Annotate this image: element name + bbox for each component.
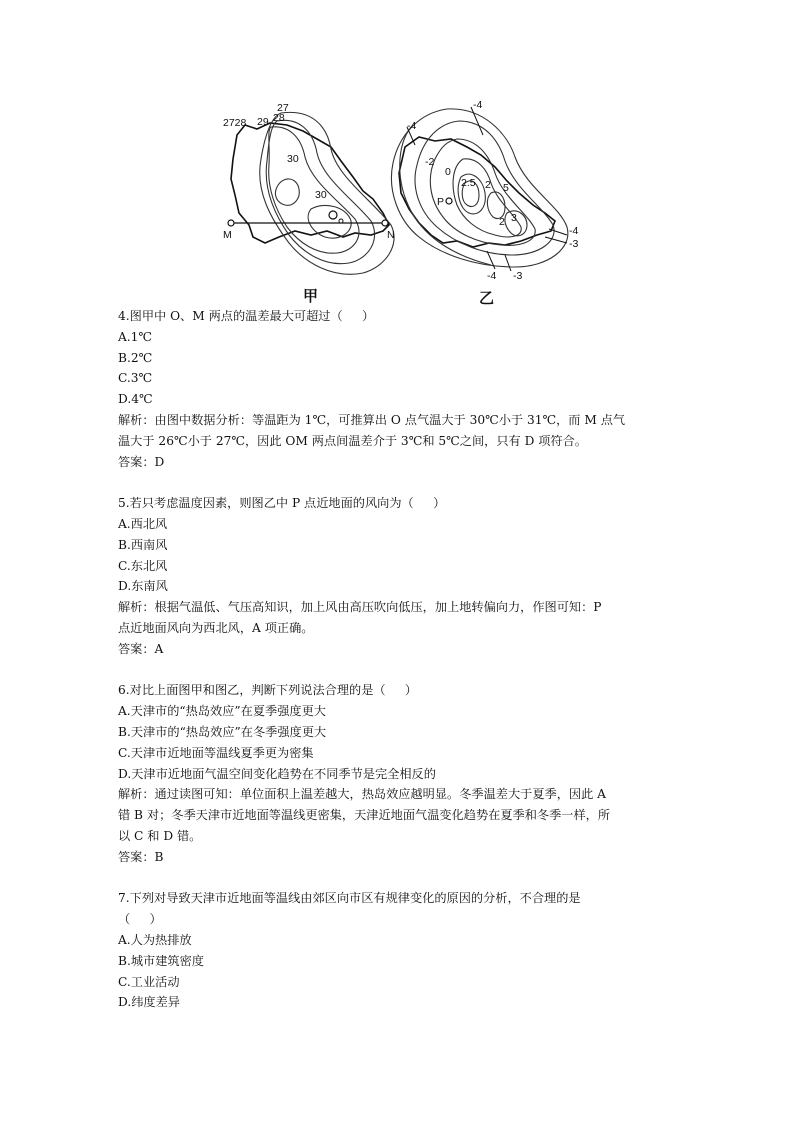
analysis-text: 解析：由图中数据分析：等温距为 1℃，可推算出 O 点气温大于 30℃小于 31℃，而 M 点气 xyxy=(118,412,626,427)
map-a-label: 30 xyxy=(287,153,299,165)
map-a-isotherm-30-inner xyxy=(275,179,299,205)
map-b-label: 5 xyxy=(503,182,509,194)
option-b: B.2℃ xyxy=(118,350,153,365)
question-7 xyxy=(118,888,688,1013)
map-b-label: 2 xyxy=(485,179,491,191)
option-a: A.人为热排放 xyxy=(118,932,192,947)
map-b-label: -4 xyxy=(487,270,497,282)
spacer xyxy=(118,660,688,681)
map-a-label: 27 xyxy=(277,102,289,114)
option-c: C.天津市近地面等温线夏季更为密集 xyxy=(118,745,314,760)
map-a-label: 29 xyxy=(257,116,269,128)
option-b: B.西南风 xyxy=(118,537,168,552)
map-b-leader xyxy=(505,255,511,271)
map-a-label: 2728 xyxy=(223,117,247,129)
map-b-label: 0 xyxy=(445,166,451,178)
map-b-point-p xyxy=(446,198,452,204)
option-d: D.纬度差异 xyxy=(118,995,180,1010)
map-b xyxy=(391,99,578,307)
option-d: D.4℃ xyxy=(118,392,153,407)
option-c: C.东北风 xyxy=(118,558,168,573)
option-a: A.1℃ xyxy=(118,329,153,344)
analysis-text: 解析：通过读图可知：单位面积上温差越大，热岛效应越明显。冬季温差大于夏季，因此 A xyxy=(118,787,606,802)
question-4 xyxy=(118,306,688,472)
map-b-label: -3 xyxy=(513,270,523,282)
map-a xyxy=(223,102,395,305)
analysis-text: 以 C 和 D 错。 xyxy=(118,828,202,843)
map-b-isotherm-minus4-outer xyxy=(391,109,567,267)
map-b-label: -4 xyxy=(407,120,417,132)
map-b-boundary xyxy=(399,137,555,247)
answer-text: 答案：A xyxy=(118,641,164,656)
map-a-isotherm-27 xyxy=(260,112,394,274)
option-d: D.天津市近地面气温空间变化趋势在不同季节是完全相反的 xyxy=(118,766,436,781)
answer-text: 答案：B xyxy=(118,849,164,864)
map-a-point-n xyxy=(382,220,388,226)
map-b-label: 2 xyxy=(499,216,505,228)
question-stem: 7.下列对导致天津市近地面等温线由郊区向市区有规律变化的原因的分析，不合理的是 xyxy=(118,891,581,906)
option-c: C.工业活动 xyxy=(118,974,180,989)
map-b-isotherm-minus2 xyxy=(430,139,535,245)
analysis-text: 温大于 26℃小于 27℃，因此 OM 两点间温差介于 3℃和 5℃之间，只有 D 项符合。 xyxy=(118,433,587,448)
map-a-point-m xyxy=(228,220,234,226)
map-b-isotherm-minus4-west xyxy=(400,127,491,265)
map-b-label: -3 xyxy=(569,238,579,250)
map-b-label: -4 xyxy=(473,99,483,111)
option-a: A.西北风 xyxy=(118,516,168,531)
option-b: B.天津市的“热岛效应”在冬季强度更大 xyxy=(118,724,327,739)
map-b-leader xyxy=(545,237,567,243)
option-a: A.天津市的“热岛效应”在夏季强度更大 xyxy=(118,704,326,719)
spacer xyxy=(118,868,688,889)
map-a-point-o xyxy=(329,211,337,219)
question-stem: 6.对比上面图甲和图乙，判断下列说法合理的是（ ） xyxy=(118,683,418,698)
option-d: D.东南风 xyxy=(118,579,168,594)
map-a-label: M xyxy=(223,229,232,241)
question-list xyxy=(118,306,688,1013)
analysis-text: 解析：根据气温低、气压高知识，加上风由高压吹向低压，加上地转偏向力，作图可知：P xyxy=(118,600,602,615)
isotherm-maps-svg xyxy=(215,95,585,310)
map-b-label: -2 xyxy=(425,156,435,168)
map-a-label: N xyxy=(387,229,395,241)
question-6 xyxy=(118,680,688,867)
map-a-caption: 甲 xyxy=(303,287,319,305)
map-b-caption: 乙 xyxy=(479,289,495,307)
map-b-isotherm-0 xyxy=(453,159,521,237)
option-b: B.城市建筑密度 xyxy=(118,953,204,968)
question-stem-continued: （ ） xyxy=(118,912,162,927)
map-b-label: 2.5 xyxy=(461,177,476,189)
map-b-isotherm-2-east xyxy=(487,192,505,219)
answer-text: 答案：D xyxy=(118,454,165,469)
map-a-label: 30 xyxy=(315,189,327,201)
question-5 xyxy=(118,493,688,659)
spacer xyxy=(118,472,688,493)
map-b-leader xyxy=(471,107,483,135)
map-b-label: 3 xyxy=(511,212,517,224)
analysis-text: 点近地面风向为西北风，A 项正确。 xyxy=(118,620,314,635)
map-a-small-dot xyxy=(339,219,343,223)
option-c: C.3℃ xyxy=(118,371,153,386)
map-b-label: P xyxy=(437,196,445,208)
analysis-text: 错 B 对；冬季天津市近地面等温线更密集，天津近地面气温变化趋势在夏季和冬季一样，所 xyxy=(118,808,611,823)
map-a-label: 28 xyxy=(273,112,285,124)
question-stem: 5.若只考虑温度因素，则图乙中 P 点近地面的风向为（ ） xyxy=(118,496,446,511)
isotherm-figure xyxy=(215,95,585,310)
map-b-leader xyxy=(549,229,567,235)
question-stem: 4.图甲中 O、M 两点的温差最大可超过（ ） xyxy=(118,309,375,323)
map-a-isotherm-30-south xyxy=(308,205,351,238)
map-b-label: -4 xyxy=(569,225,579,237)
